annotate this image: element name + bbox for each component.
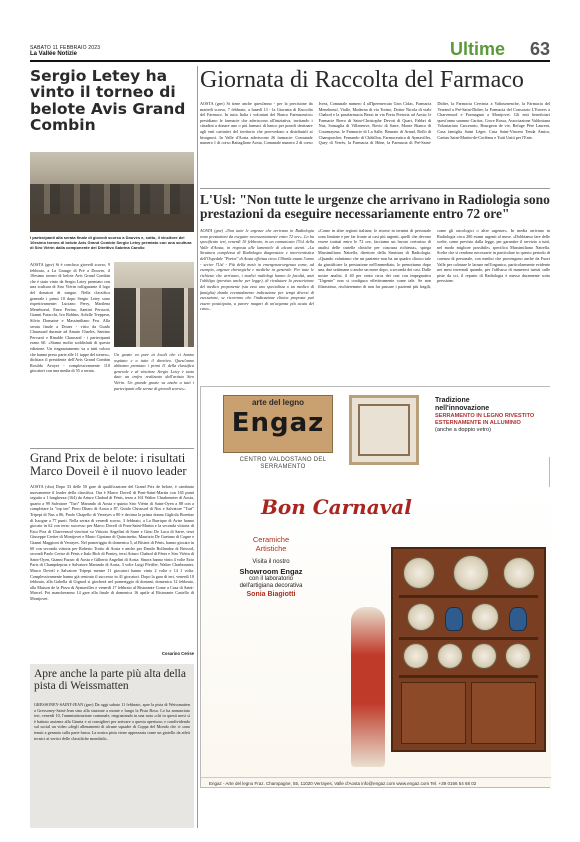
ceramiche-label <box>211 535 331 553</box>
trad-line3: SERRAMENTO IN LEGNO RIVESTITO ESTERNAMENTE IN ALLUMINIO <box>435 413 535 426</box>
showroom-text <box>211 559 331 598</box>
article3-body: GRESSONEY-SAINT-JEAN (gnv) Da oggi sabato 11 febbraio, apre la pista di Weissmatten a Gressoney-Saint-Jean sino alla stazione a monte e lungo la Pista Bosa. Lo ha annunciato ieri, venerdì 10, l'amministrazione comunale, ringraziando in una nota «chi in questi mesi si è battuto assieme alla Giunta e ai consiglieri per arrivare a questa apertura» e condividendo sul social un video «degli allenamenti di alcune squadre di Coppa del Mondo che ci sono tenuti a gennaio sulla parte bassa. La nostra pista viene apprezzata come un gioiello da atleti tecnici ai vertici delle classifiche mondiali». <box>34 702 190 741</box>
article1-caption: I partecipanti alla serata finale di giovedì scorso a Douves e, sotto, il vincitore del 10esimo torneo di belote Avis Grand Combin Sergio Letey premiato con una scultura di Siro Viérin dalla componente del Direttivo Sabrina Carollo <box>30 235 192 251</box>
article5-body2: «Come in altre regioni italiane, le risorse in termini di personale sono limitate e per far fronte ai casi più urgenti, quelli che devono essere trattati entro le 72 ore, facciamo un lavoro certosino di analisi delle cartelle cliniche per ciascuna richiesta», spiega Massimiliano Natrella, direttore della Struttura di Radiologia. «Quando valutiamo che un paziente non ha un quadro clinico tale da giustificare la prestazione nell'immediato, lo prenotiamo dopo una, due settimane o anche un mese dopo, a seconda dei casi. Dalle nostre analisi, il 40 per cento circa dei casi con impegnativa "Urgente" non si configura effettivamente come tale. Se non filtrassimo, rischieremmo di non far passare i pazienti più fragili, come gli oncologici o altre urgenze». In media arrivano in Radiologia circa 200 esami urgenti al mese. «Dobbiamo fare delle scelte, come previsto dalla legge, per garantire il servizio a tutti, nel modo migliore possibile» specifica Massimiliano Natrella. Scelte che si rendono necessarie in particolare in questo periodo di carenza di personale, con medici che provengono anche da Fuori Valle per colmare le lacune nell'organico, particolarmente evidente nei mesi invernali quando, per l'afflusso di numerosi turisti sulle piste da sci, il reparto di Radiologia è messo duramente sotto pressione. <box>318 228 550 289</box>
shelf <box>399 637 538 640</box>
cer-line2: Artistiche <box>255 544 287 553</box>
article1-body: AOSTA (gnv) Si è concluso giovedì scorso, 9 febbraio, a La Grange di Pré a Douves, il 10esimo torneo di belote Avis Grand Combin che è stato vinto da Sergio Letey premiato con una scultura di Siro Viérin raffigurante il logo del donatori di sangue. Nella classifica generale i primi 10 dopo Sergio Letey sono rispettivamente: Luciano Perry, Marilena Meneboeuf, Enzo Ferino, Santini Percuoti, Gianni Faracchi, Ivo Robbin, Achille Treppeur, Silvio Domaine e Massimiliano Feu. Alla serata finale a Doues - visto da Guido Chaussard durante ad Amato Charles, Santino Percuoti e Rinaldo Chaussod - i partecipanti erano 60. «Siamo molto soddisfatti di questa edizione. Un ringraziamento va a tutti coloro che hanno preso parte alle 11 tappe del torneo», dichiara il presidente dell'Avis Grand Combin Rosildo Avoyer - complessivamente 110 giocatori con una media di 55 a serata. <box>30 262 110 374</box>
plate-icon <box>505 643 531 669</box>
page-number: 63 <box>529 39 550 59</box>
article5-body: AOSTA (gnv) «Non tutte le urgenze che arrivano in Radiologia sono prestazioni da eseguire necessariamente entro 72 ore». Lo ha specificato ieri, venerdì 10 febbraio, in un comunicato l'Usl della Valle d'Aosta, in risposta alle lamentele di alcuni utenti. «La Struttura complessa di Radiologia diagnostica e interventistica dell'Ospedale "Parini" di Aosta effettua circa 130mila esami l'anno - scrive l'Usl - Più della metà in emergenza-urgenza come, ad esempio, urgenze chirurgiche e mediche in generale. Per tutte le richieste che arrivano, i medici radiologi hanno la facoltà, anzi l'obbligo (previsto anche per legge), di rivalutare la prescrizione del medico proponente (sia esso uno specialista o un medico di famiglia) dando eventualmente indicazione per tempi diversi di esecuzione, se ricorrono che l'indicazione clinica proposta può essere posticipata, a parere magari di un'urgenza più acuta del caso». <box>200 228 314 312</box>
centro-label: CENTRO VALDOSTANO DEL SERRAMENTO <box>239 457 327 470</box>
trad-line1: Tradizione <box>435 397 470 404</box>
article1-title: Sergio Letey ha vinto il torneo di belote Avis Grand Combin <box>30 67 186 134</box>
cer-line1: Ceramiche <box>252 535 290 544</box>
cabinet-door <box>471 682 536 744</box>
section-label: Ultime <box>449 39 505 59</box>
plate-icon <box>403 643 429 669</box>
article4-body: AOSTA (gnv) Si tiene anche quest'anno - per la precisione da martedì scorso, 7 febbraio, a lunedì 13 - la Giornata di Raccolta del Farmaco. In tutta Italia i volontari del Banco Farmaceutico presidiano le farmacie che aderiscono all'iniziativa, invitando i cittadini a donare uno o più farmaci di banco per poterli destinare agli enti caritativi del territorio che provvedono a distribuirli ai bisognosi. In Valle d'Aosta aderiscono 26 farmacie: Comunale numero 1 di corso Battaglione Aosta, Comunale numero 2 di corso Ivrea, Comunale numero 4 all'Ipermercato Gros Cidac, Farmacia Meneboeuf, Vialle, Moderna di via Torino, Dottor Nicola di viale Chabod e la parafarmacia Bezzi in via Porta Pretoria ad Aosta; le Farmacie Brero di Saint-Christophe Devoti di Quart, Fabbri di Nus, Somaglia di Villeneuve, Bovio di Sarre, Monte Bianco di Courmayeur, le Farmacie di La Salle, Brunato di Arnad, Rollo di Champorcher, Fernando di Châtillon, Farmaceutica di Aymavilles, Quey di Verrès, la Farmacia di Hône, la Farmacia di Pré-Saint-Didier, la Farmacia Cervinia a Valtournenche, la Farmacia del Verrand a Pré-Saint-Didier, la Farmacia del Consorzio L'Envers a Charvensod e Formagnat a Montjovet. Gli enti beneficiari quest'anno saranno Caritas, Croce Rossa, Associazione Valdostana Volontariato Carcerario, Bourgeon de vie, Refuge Père Laurent, Casa famiglia Saint Léger, Casa Saint-Vincent Tenda Amica, Caritas Saint-Martin-de-Corléans e Tutti Uniti per l'Ente. <box>200 101 550 146</box>
article2-title: Grand Prix de belote: i risultati Marco Doveil è il nuovo leader <box>30 451 187 479</box>
carnival-figure-image <box>351 607 385 767</box>
shelf <box>399 595 538 598</box>
bon-carnaval-title: Bon Carnaval <box>261 495 412 519</box>
jug-icon <box>445 607 463 631</box>
divider <box>200 188 550 189</box>
plate-icon <box>437 643 463 669</box>
ceramic-cabinet-image <box>391 547 546 752</box>
show-line3: con il laboratorio <box>248 575 294 582</box>
article1-photo <box>30 152 194 232</box>
masthead-rule <box>30 60 550 62</box>
engaz-logo <box>223 395 333 453</box>
article2-author: Cosarino Cerise <box>161 651 194 656</box>
divider <box>30 448 194 449</box>
show-line4: dell'artigiana decorativa <box>239 583 303 589</box>
trad-line2: nell'innovazione <box>435 405 490 412</box>
article1-quote: Un grazie va pure ai locali che ci hanno ospitato e a tutto il direttivo. Quest'anno abbiamo premiato i primi 11 della classifica generale e al vincitore Sergio Letey è stato dato un trofeo realizzato dall'artista Siro Viérin. Un grande grazie va anche a tutti i partecipanti alle serate di giovedì scorso». <box>114 352 194 391</box>
ad-tradizione <box>435 397 545 434</box>
ad-header <box>201 387 551 457</box>
article2-body: AOSTA (cbu) Dopo 33 delle 50 gare di qualificazione del Grand Prix de belote, è cambiato nuovamente il leader della classifica. Ora è Marco Doveil di Pont-Saint-Martin con 165 punti seguito a 1 lunghezza (164) da Arturo Chabod di Fénis, terzo a 161 Walter Charbonnier di Aosta, quarto a 99 Salvatore "Turi" Marando di Aosta e quinto Siro Viérin di Saint-Oyen a 88 con a completare la "top ten" Piero Dharo di Aosta a 87, Guido Chiussod di Nus e Salvatore "Turi" Tripepi di Nus a 86, Paolo Chapello di Verrayes a 80 e decima la prima donna Gigliola Borettaz di Issogne a 77 punti. Nella serata di venerdì scorso, 3 febbraio, a La Barrique di Avise hanno giocato in 62 con terzo successo per Marco Doveil di Pont-Saint-Martin e la seconda vittoria di Ezio Pica di Charvensod vincitori su Vittorio Angelini di Sarre e Gino De Luca di Sarre, terzi Giuseppe Cretier di Montjovet e Mario Cipriano di Quincinetto, Maurizio De Gaetano di Cogne e Gianni Maggioni di Verrayes. Nel pomeriggio di domenica 5, al Bistrot di Fénis, hanno giocato in 60 con seconda vittoria per Roberto Trotto di Aosta e anche per Danilo Bollandoz di Brissod, secondi Paolo Cerise di Fénis e Italo Bich di Pontey, terzi Arturo Chabod di Fénis e Siro Viérin di Saint-Oyen, Gianni Fazarc di Aosta e Gilberto Angelini di Aosta. Sinora hanno vinto 4 volte Ezio Paris di Champdepraz e Salvatore Marando di Aosta, 3 volte Luigi Pfeiffer, Walter Charbonnier, Marco Doveil e Salvatore Tripepi mentre 11 giocatori hanno vinto 2 volte e 14 1 volta. Complessivamente hanno già centrato il successo in 41 giocatori. Dopo la gara di ieri, venerdì 10 febbraio, alla Gabella di Gignod si giocherà nel pomeriggio di domani, domenica 12 febbraio, alla Maison de la Pizza di Aymavilles e venerdì 17 febbraio al Ristorante Come a Casa di Saint-Marcel. Poi mancheranno 14 gare alla finale di domenica 16 aprile al Ristorante Castello di Montjovet. <box>30 484 194 601</box>
article5-title: L'Usl: "Non tutte le urgenze che arrivano in Radiologia sono prestazioni da eseguire necessariamente entro 72 ore" <box>200 192 550 222</box>
plate-icon <box>503 557 535 589</box>
ad-footer[interactable]: Engaz - Arte del legno Fraz. Champagne, 55, 11020 Verrayes, Valle d'Aosta info@engaz.com www.engaz.com Tel. +39 0166 54 68 02 <box>201 777 551 789</box>
plate-icon <box>471 643 497 669</box>
plate-icon <box>453 555 489 591</box>
window-frame-image <box>349 395 419 465</box>
engaz-advertisement[interactable] <box>200 386 550 788</box>
jug-icon <box>509 607 527 631</box>
logo-tagline: arte del legno <box>251 398 304 407</box>
plate-icon <box>407 603 435 631</box>
plate-icon <box>471 603 499 631</box>
plate-icon <box>403 557 435 589</box>
article1-winner-photo <box>114 262 194 347</box>
show-line5: Sonia Biagiotti <box>246 590 296 598</box>
trad-line4: (anche a doppio vetro) <box>435 427 491 433</box>
show-line2: Showroom Engaz <box>239 566 303 576</box>
column-divider <box>197 66 198 828</box>
article3-title: Apre anche la parte più alta della pista di Weissmatten <box>34 668 186 693</box>
masthead-date: SABATO 11 FEBBRAIO 2023 <box>30 45 101 51</box>
cabinet-door <box>401 682 466 744</box>
shelf <box>399 675 538 678</box>
show-line1: Visita il nostro <box>252 559 290 565</box>
masthead-paper: La Vallée Notizie <box>30 51 78 57</box>
logo-brand: Engaz <box>231 408 325 438</box>
article4-title: Giornata di Raccolta del Farmaco <box>200 67 524 93</box>
